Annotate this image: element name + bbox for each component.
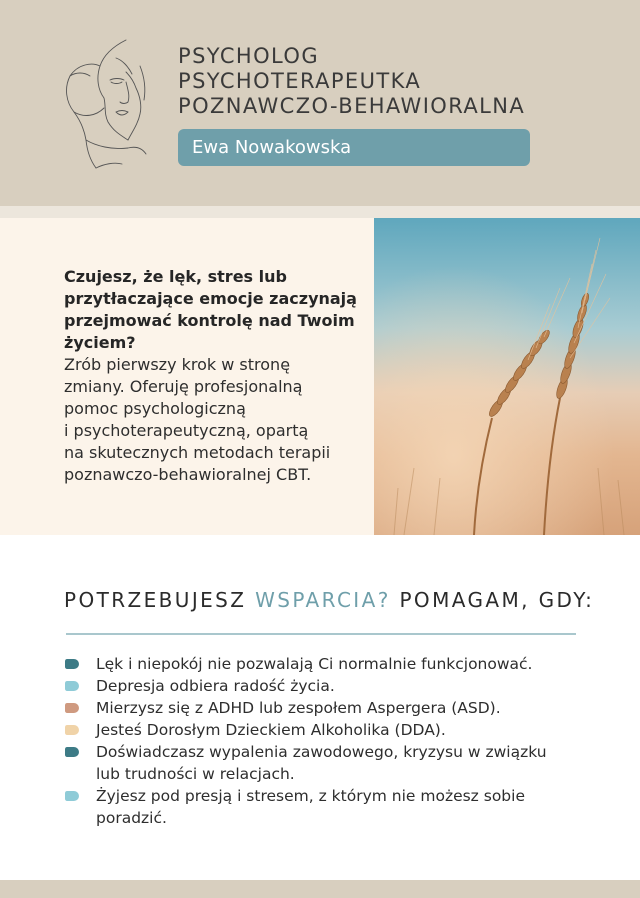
intro-question: Czujesz, że lęk, stres lub przytłaczające emocje zaczynają przejmować kontrolę nad Twoim życiem?	[64, 267, 357, 352]
title-line-3: POZNAWCZO-BEHAWIORALNA	[178, 94, 526, 118]
intro-body-line: Zrób pierwszy krok w stronę	[64, 355, 291, 374]
heading-part-1: POTRZEBUJESZ	[64, 588, 256, 612]
section-heading	[64, 588, 595, 612]
intro-body-line: i psychoterapeutyczną, opartą	[64, 421, 309, 440]
list-item-text: Mierzysz się z ADHD lub zespołem Aspergera (ASD).	[96, 699, 501, 717]
bullet-marker-icon	[65, 681, 79, 691]
footer-band	[0, 880, 640, 898]
intro-body-line: poznawczo-behawioralnej CBT.	[64, 465, 312, 484]
heading-part-2: POMAGAM, GDY:	[390, 588, 595, 612]
name-badge: Ewa Nowakowska	[178, 129, 530, 166]
title-line-2: PSYCHOTERAPEUTKA	[178, 69, 422, 93]
list-item-text: Lęk i niepokój nie pozwalają Ci normalnie funkcjonować.	[96, 655, 533, 673]
divider-band	[0, 206, 640, 218]
list-item	[64, 785, 564, 829]
title-block	[178, 44, 525, 119]
list-item	[64, 675, 564, 697]
list-item-text: Doświadczasz wypalenia zawodowego, kryzysu w związku lub trudności w relacjach.	[96, 743, 547, 783]
wheat-ears-photo	[374, 218, 640, 535]
list-item	[64, 741, 564, 785]
list-item	[64, 653, 564, 675]
header	[0, 0, 640, 206]
bullet-list	[64, 653, 564, 829]
heading-rule	[66, 633, 576, 635]
list-item-text: Jesteś Dorosłym Dzieckiem Alkoholika (DDA).	[96, 721, 446, 739]
list-item-text: Depresja odbiera radość życia.	[96, 677, 335, 695]
title-line-1: PSYCHOLOG	[178, 44, 320, 68]
bullet-marker-icon	[65, 747, 79, 757]
bullet-marker-icon	[65, 725, 79, 735]
line-art-face-icon	[56, 36, 152, 170]
intro-body-line: na skutecznych metodach terapii	[64, 443, 331, 462]
bullet-marker-icon	[65, 659, 79, 669]
intro-text	[64, 266, 364, 486]
list-item	[64, 719, 564, 741]
list-item	[64, 697, 564, 719]
bullet-marker-icon	[65, 703, 79, 713]
bullet-marker-icon	[65, 791, 79, 801]
list-item-text: Żyjesz pod presją i stresem, z którym nie możesz sobie poradzić.	[96, 787, 525, 827]
heading-accent: WSPARCIA?	[255, 588, 391, 612]
intro-body-line: zmiany. Oferuję profesjonalną	[64, 377, 303, 396]
intro-body-line: pomoc psychologiczną	[64, 399, 246, 418]
